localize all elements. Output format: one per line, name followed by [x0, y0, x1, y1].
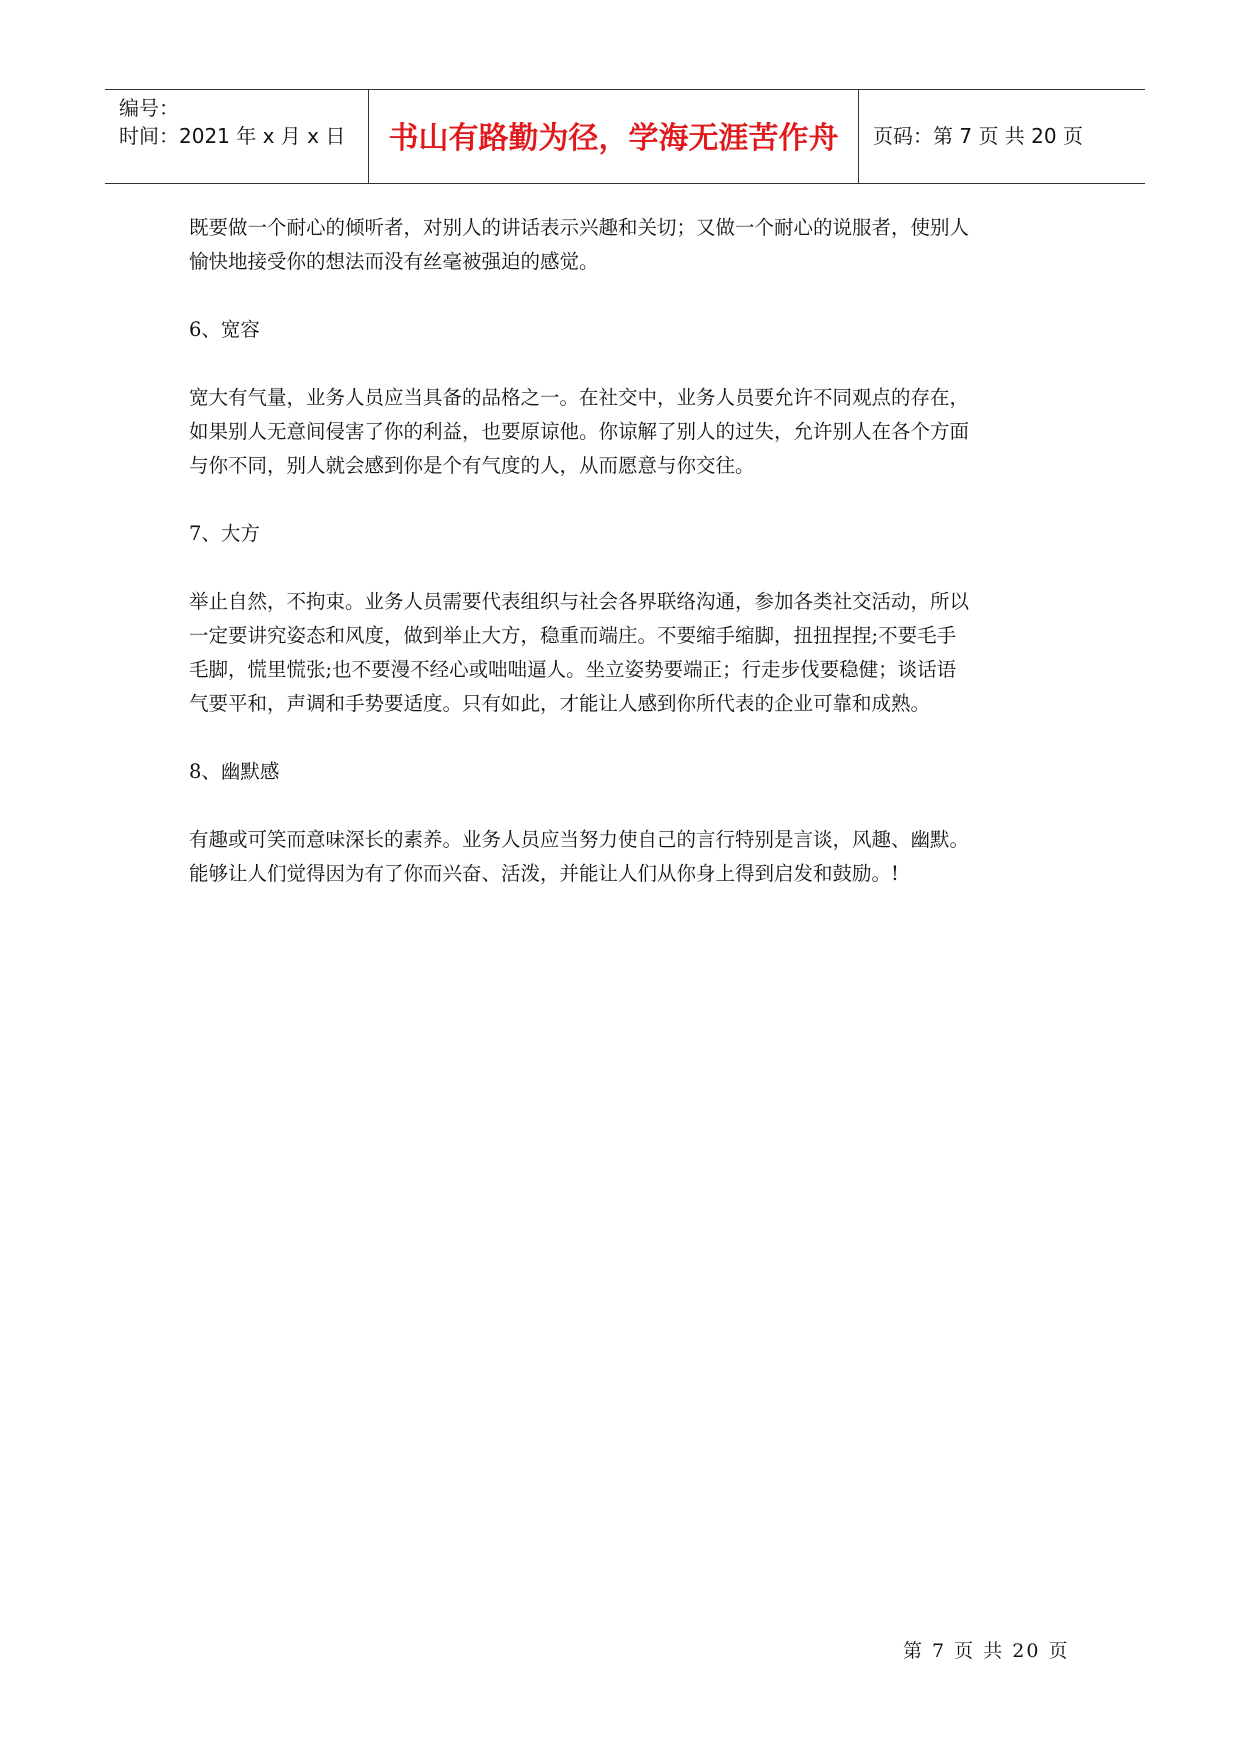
body-line: 有趣或可笑而意味深长的素养。业务人员应当努力使自己的言行特别是言谈，风趣、幽默。: [189, 828, 970, 851]
section-heading-6: 6、宽容: [189, 318, 260, 341]
body-line: 与你不同，别人就会感到你是个有气度的人，从而愿意与你交往。: [189, 454, 755, 477]
section-heading-8: 8、幽默感: [189, 760, 280, 783]
body-line: 一定要讲究姿态和风度，做到举止大方，稳重而端庄。不要缩手缩脚，扭扭捏捏;不要毛手: [189, 624, 957, 647]
page-footer: 第 7 页 共 20 页: [903, 1640, 1070, 1662]
header-motto: 书山有路勤为径，学海无涯苦作舟: [369, 90, 859, 183]
page-header: [105, 89, 1145, 184]
body-line: 气要平和，声调和手势要适度。只有如此，才能让人感到你所代表的企业可靠和成熟。: [189, 692, 931, 715]
body-line: 毛脚，慌里慌张;也不要漫不经心或咄咄逼人。坐立姿势要端正；行走步伐要稳健；谈话语: [189, 658, 957, 681]
body-line: 举止自然，不拘束。业务人员需要代表组织与社会各界联络沟通，参加各类社交活动，所以: [189, 590, 970, 613]
number-label: 编号：: [119, 96, 179, 120]
time-label: 时间：2021 年 x 月 x 日: [119, 124, 346, 148]
body-line: 如果别人无意间侵害了你的利益，也要原谅他。你谅解了别人的过失，允许别人在各个方面: [189, 420, 970, 443]
section-heading-7: 7、大方: [189, 522, 260, 545]
body-line: 愉快地接受你的想法而没有丝毫被强迫的感觉。: [189, 250, 599, 273]
body-line: 能够让人们觉得因为有了你而兴奋、活泼，并能让人们从你身上得到启发和鼓励。!: [189, 862, 899, 885]
header-page-info: 页码：第 7 页 共 20 页: [873, 124, 1083, 148]
body-line: 既要做一个耐心的倾听者，对别人的讲话表示兴趣和关切；又做一个耐心的说服者，使别人: [189, 216, 970, 239]
document-body: [189, 211, 1079, 891]
body-line: 宽大有气量，业务人员应当具备的品格之一。在社交中，业务人员要允许不同观点的存在，: [189, 386, 970, 409]
header-meta: [105, 90, 369, 183]
